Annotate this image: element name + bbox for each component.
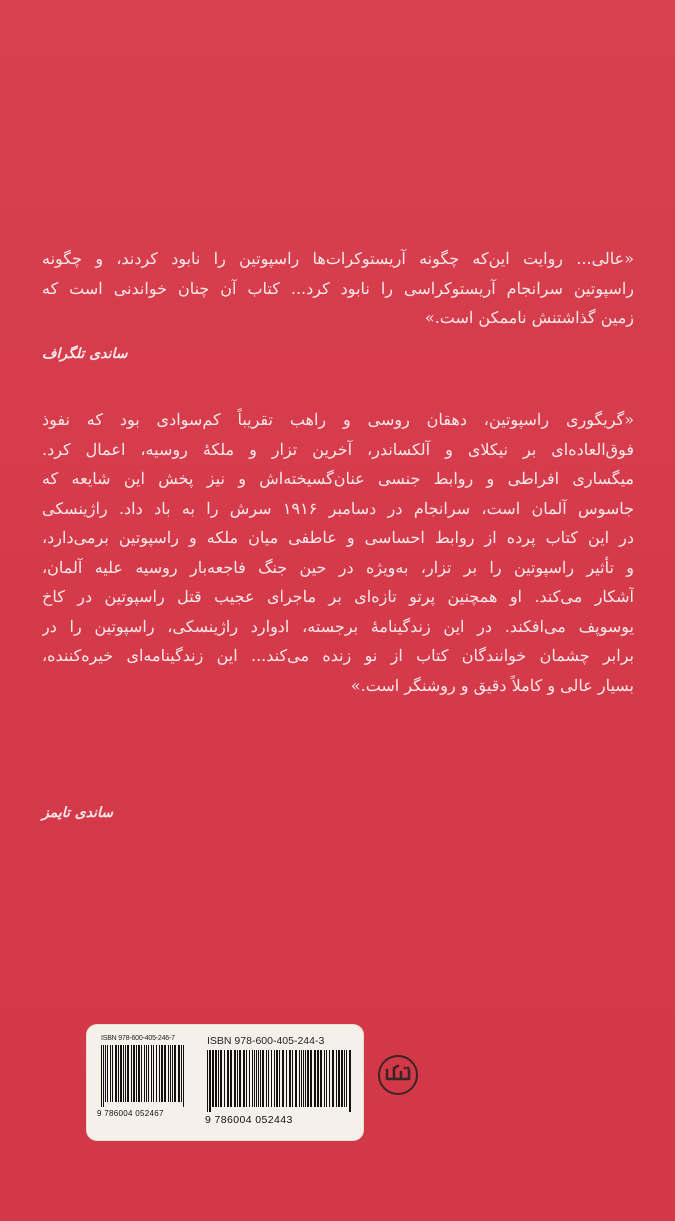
barcode-bars [207,1050,355,1112]
quote-line: میگساری افراطی و روابط جنسی عنان‌گسیخته‌اش و نیز پخش این شایعه که [42,469,634,488]
barcode-bars [101,1045,189,1107]
quote-line: جاسوس آلمان است، سرانجام در دسامبر ۱۹۱۶ سرش را به باد داد. راژینسکی [42,498,634,518]
quote-line: فوق‌العاده‌ای بر نیکلای و آلکساندر، آخرین تزار و ملکهٔ روسیه، اعمال کرد. [42,439,634,459]
isbn-label: ISBN 978-600-405-246-7 [101,1035,175,1042]
quote-line: زمین گذاشتنش ناممکن است.» [424,308,634,327]
isbn-label: ISBN 978-600-405-244-3 [207,1035,325,1047]
quote-source-telegraph: ساندی تلگراف [42,346,128,362]
quote-line: در این کتاب پرده از روابط احساسی و عاطفی میان ملکه و راسپوتین برمی‌دارد، [42,528,634,547]
quote-source-times: ساندی تایمز [42,805,113,821]
barcode-digits: 9 786004 052443 [205,1114,293,1126]
barcode-secondary [97,1035,189,1118]
quote-line: برابر چشمان خوانندگان کتاب از نو زنده می‌کند... این زندگینامه‌ای خیره‌کننده، [42,646,634,665]
quote-line: «گریگوری راسپوتین، دهقان روسی و راهب تقریباً کم‌سوادی بود که نفوذ [42,410,634,429]
publisher-logo-icon [378,1055,418,1095]
barcode-sticker [87,1025,363,1140]
review-quote-telegraph [42,244,634,333]
quote-line: بسیار عالی و کاملاً دقیق و روشنگر است.» [350,675,634,695]
quote-line: یوسوپف می‌افکند. در این زندگینامهٔ برجسته، ادوارد راژینسکی، راسپوتین را در [42,616,634,636]
quote-line: آشکار می‌کند. او همچنین پرتو تازه‌ای بر ماجرای عجیب قتل راسپوتین در کاخ [42,587,634,606]
barcode-bar [349,1050,351,1112]
review-quote-times [42,405,634,700]
barcode-digits: 9 786004 052467 [97,1109,164,1118]
quote-line: و تأثیر راسپوتین را بر تزار، به‌ویژه در حین جنگ فاجعه‌بار روسیه علیه آلمان، [42,557,634,577]
quote-line: «عالی... روایت این‌که چگونه آریستوکرات‌ها راسپوتین را نابود کردند، و چگونه [42,249,634,268]
barcode-gap [184,1045,186,1107]
barcode-primary [205,1035,355,1126]
quote-line: راسپوتین سرانجام آریستوکراسی را نابود کرد... کتاب آن چنان خواندنی است که [42,278,634,298]
